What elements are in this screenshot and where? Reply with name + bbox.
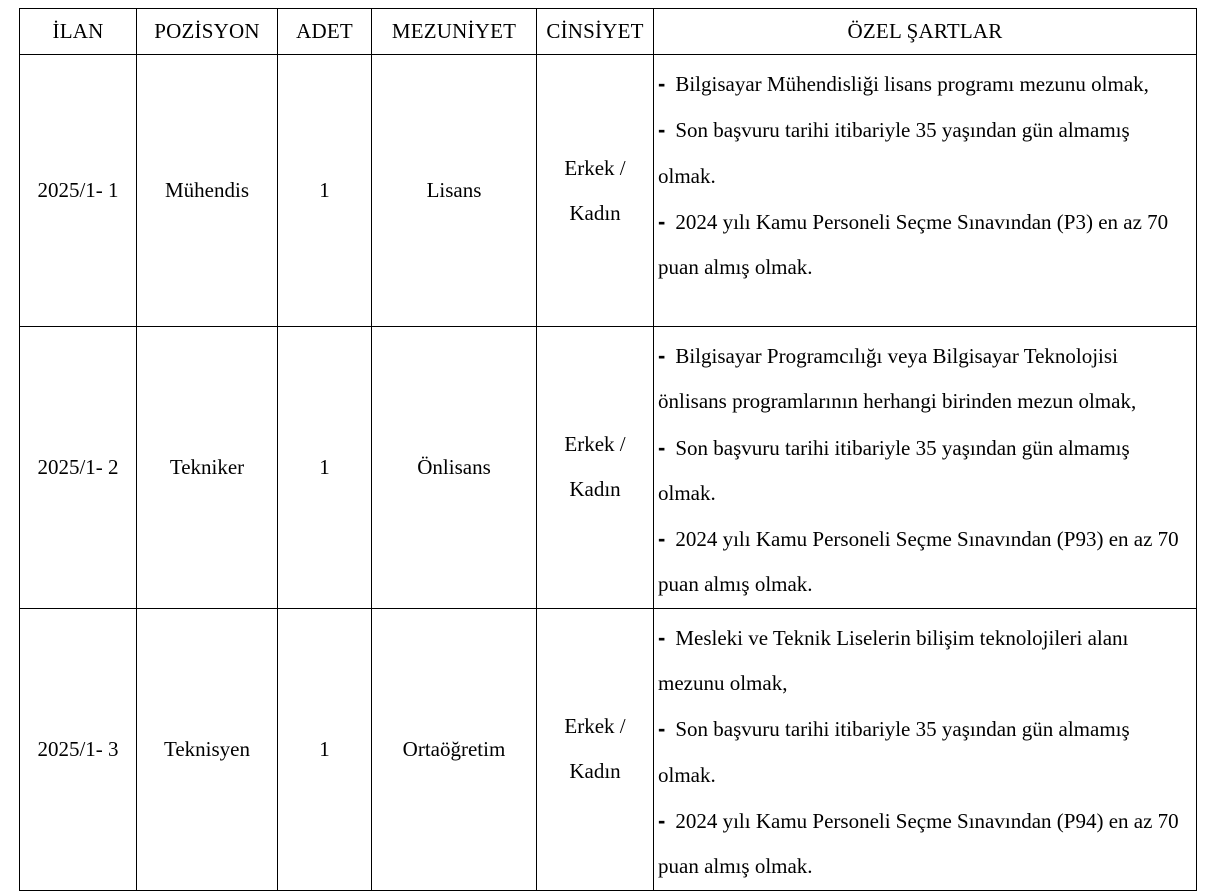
condition-item <box>658 706 1190 798</box>
cell-mezuniyet: Ortaöğretim <box>372 608 537 890</box>
bullet-dash: - <box>658 434 666 460</box>
condition-item <box>658 615 1190 707</box>
condition-text: Mesleki ve Teknik Liselerin bilişim teknolojileri alanı mezunu olmak, <box>658 625 1129 696</box>
cinsiyet-text: Erkek / Kadın <box>564 155 626 225</box>
bullet-dash: - <box>658 208 666 234</box>
table-row <box>20 327 1197 609</box>
condition-item <box>658 425 1190 517</box>
header-cinsiyet: CİNSİYET <box>537 9 654 55</box>
condition-item <box>658 516 1190 608</box>
condition-item <box>658 333 1190 425</box>
header-pozisyon: POZİSYON <box>137 9 278 55</box>
cell-ozel-sartlar <box>654 327 1197 609</box>
condition-text: 2024 yılı Kamu Personeli Seçme Sınavından (P3) en az 70 puan almış olmak. <box>658 209 1169 280</box>
condition-item <box>658 107 1190 199</box>
header-adet: ADET <box>278 9 372 55</box>
cell-adet: 1 <box>278 55 372 327</box>
cell-ozel-sartlar <box>654 55 1197 327</box>
table-header <box>20 9 1197 55</box>
table-row <box>20 55 1197 327</box>
condition-text: 2024 yılı Kamu Personeli Seçme Sınavından (P94) en az 70 puan almış olmak. <box>658 808 1179 879</box>
cell-pozisyon: Tekniker <box>137 327 278 609</box>
bullet-dash: - <box>658 343 666 368</box>
cell-cinsiyet <box>537 327 654 609</box>
table-row <box>20 608 1197 890</box>
bullet-dash: - <box>658 526 666 552</box>
condition-text: Son başvuru tarihi itibariyle 35 yaşından gün almamış olmak. <box>658 717 1130 787</box>
condition-text: Bilgisayar Mühendisliği lisans programı mezunu olmak, <box>675 72 1149 96</box>
cinsiyet-text: Erkek / Kadın <box>564 432 626 502</box>
header-row <box>20 9 1197 55</box>
condition-text: Son başvuru tarihi itibariyle 35 yaşından gün almamış olmak. <box>658 435 1130 505</box>
header-mezuniyet: MEZUNİYET <box>372 9 537 55</box>
bullet-dash: - <box>658 624 666 650</box>
cell-adet: 1 <box>278 327 372 609</box>
cell-ilan: 2025/1- 3 <box>20 608 137 890</box>
cell-ozel-sartlar <box>654 608 1197 890</box>
condition-list <box>658 55 1190 290</box>
bullet-dash: - <box>658 716 666 742</box>
cell-cinsiyet <box>537 55 654 327</box>
cell-cinsiyet <box>537 608 654 890</box>
cell-mezuniyet: Önlisans <box>372 327 537 609</box>
header-ilan: İLAN <box>20 9 137 55</box>
cell-pozisyon: Mühendis <box>137 55 278 327</box>
cell-ilan: 2025/1- 2 <box>20 327 137 609</box>
condition-item <box>658 199 1190 291</box>
cell-pozisyon: Teknisyen <box>137 608 278 890</box>
cell-adet: 1 <box>278 608 372 890</box>
cell-mezuniyet: Lisans <box>372 55 537 327</box>
condition-text: 2024 yılı Kamu Personeli Seçme Sınavından (P93) en az 70 puan almış olmak. <box>658 527 1179 597</box>
cell-ilan: 2025/1- 1 <box>20 55 137 327</box>
condition-text: Bilgisayar Programcılığı veya Bilgisayar Teknolojisi önlisans programlarının herhangi birinden mezun olmak, <box>658 344 1137 414</box>
bullet-dash: - <box>658 71 666 96</box>
cinsiyet-text: Erkek / Kadın <box>564 714 626 784</box>
bullet-dash: - <box>658 807 666 833</box>
job-posting-table <box>19 8 1197 891</box>
header-ozel-sartlar: ÖZEL ŞARTLAR <box>654 9 1197 55</box>
condition-item <box>658 61 1190 107</box>
condition-item <box>658 798 1190 890</box>
condition-text: Son başvuru tarihi itibariyle 35 yaşından gün almamış olmak. <box>658 118 1130 188</box>
condition-list <box>658 609 1190 890</box>
table-body <box>20 55 1197 891</box>
condition-list <box>658 327 1190 608</box>
bullet-dash: - <box>658 117 666 143</box>
